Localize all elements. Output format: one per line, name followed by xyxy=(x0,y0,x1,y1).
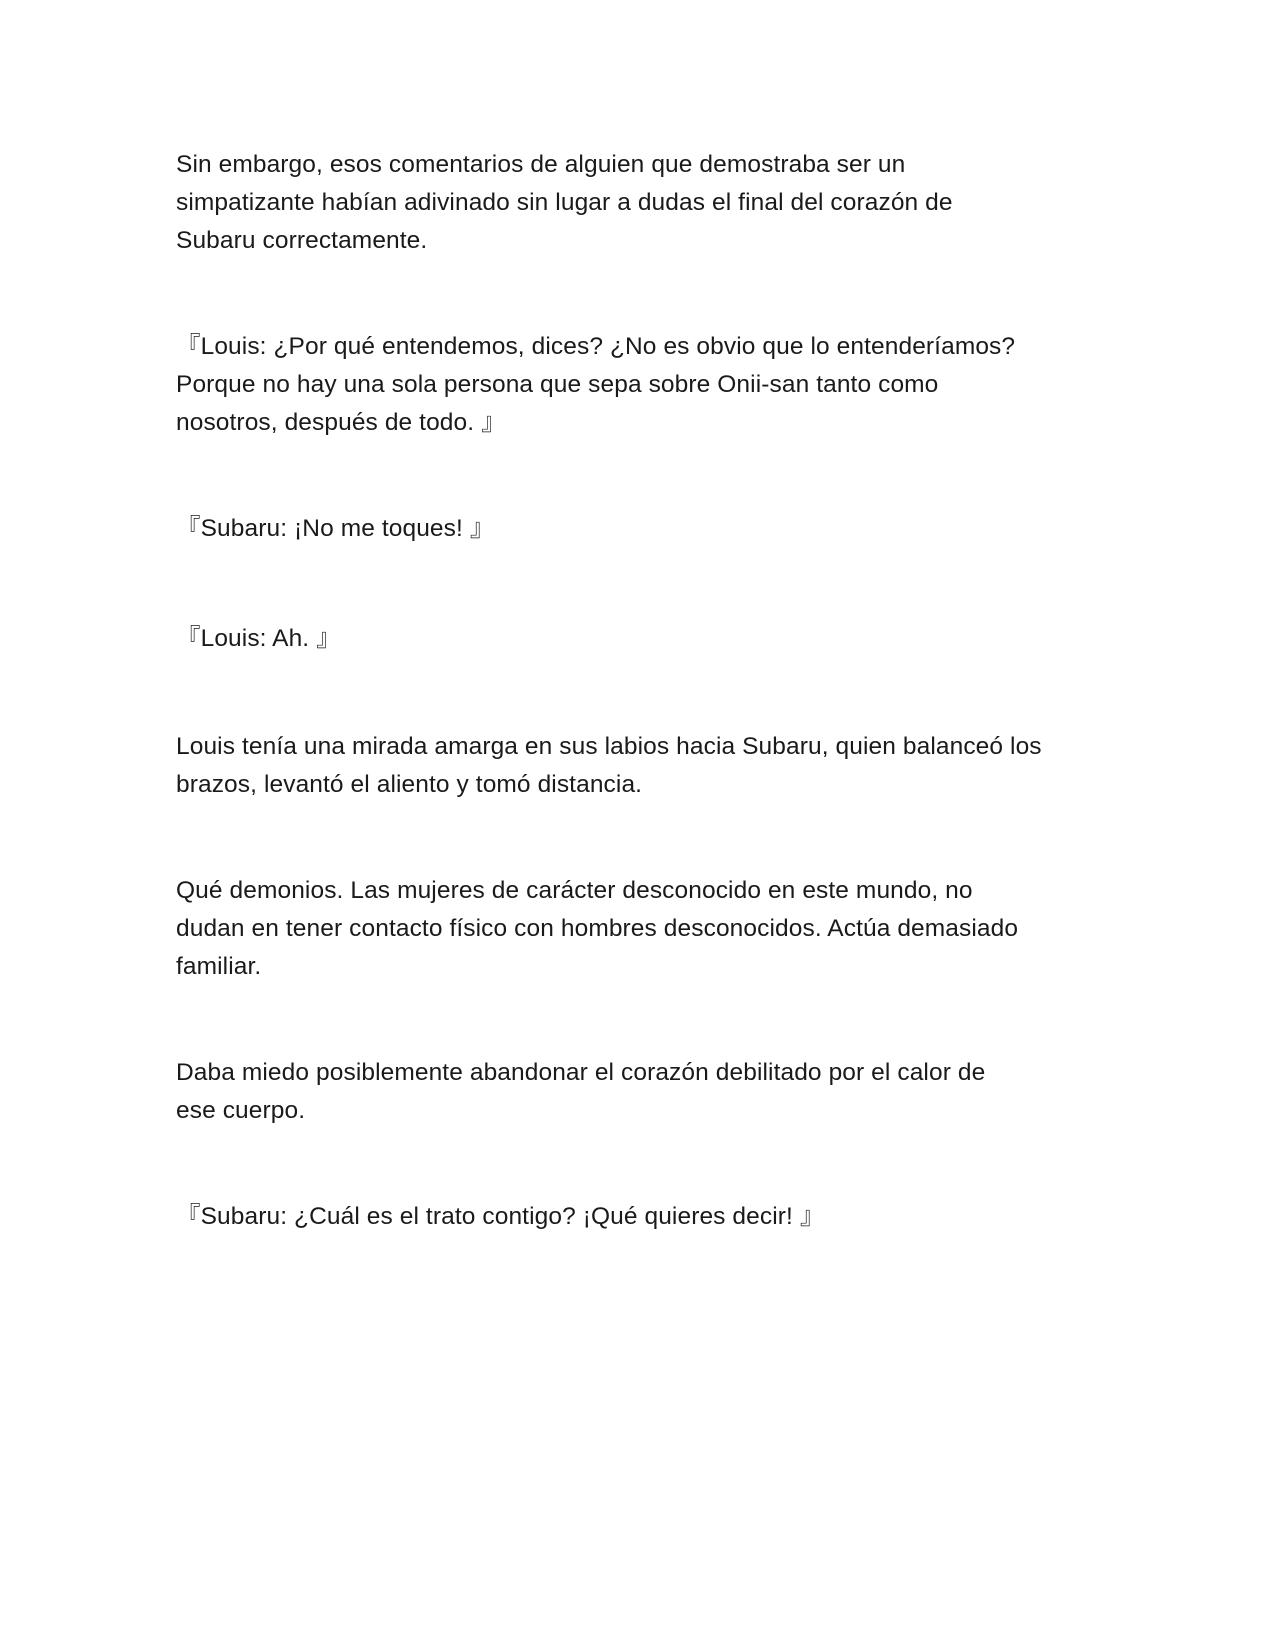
paragraph-dialogue-subaru-2 xyxy=(176,1198,1106,1236)
text-line: Louis tenía una mirada amarga en sus labios hacia Subaru, quien balanceó los xyxy=(176,733,1042,760)
paragraph-dialogue-louis-2 xyxy=(176,620,1106,658)
paragraph-narration-4 xyxy=(176,1054,1106,1130)
text-line: Qué demonios. Las mujeres de carácter desconocido en este mundo, no xyxy=(176,877,973,904)
text-line: Daba miedo posiblemente abandonar el corazón debilitado por el calor de xyxy=(176,1059,986,1086)
text-line: nosotros, después de todo. 』 xyxy=(176,409,506,436)
paragraph-narration-1 xyxy=(176,146,1106,260)
text-line: Sin embargo, esos comentarios de alguien que demostraba ser un xyxy=(176,151,906,178)
text-line: simpatizante habían adivinado sin lugar a dudas el final del corazón de xyxy=(176,189,953,216)
text-line: 『Louis: Ah. 』 xyxy=(176,625,341,652)
paragraph-dialogue-louis-1 xyxy=(176,328,1106,442)
text-line: dudan en tener contacto físico con hombres desconocidos. Actúa demasiado xyxy=(176,915,1019,942)
text-line: Porque no hay una sola persona que sepa sobre Onii-san tanto como xyxy=(176,371,939,398)
paragraph-narration-3 xyxy=(176,872,1106,986)
paragraph-dialogue-subaru-1 xyxy=(176,510,1106,548)
text-line: 『Subaru: ¡No me toques! 』 xyxy=(176,515,495,542)
text-line: 『Subaru: ¿Cuál es el trato contigo? ¡Qué quieres decir! 』 xyxy=(176,1203,825,1230)
text-line: 『Louis: ¿Por qué entendemos, dices? ¿No es obvio que lo entenderíamos? xyxy=(176,333,1016,360)
text-line: ese cuerpo. xyxy=(176,1097,306,1124)
paragraph-narration-2 xyxy=(176,728,1106,804)
text-line: brazos, levantó el aliento y tomó distancia. xyxy=(176,771,643,798)
text-line: familiar. xyxy=(176,953,262,980)
text-line: Subaru correctamente. xyxy=(176,227,428,254)
